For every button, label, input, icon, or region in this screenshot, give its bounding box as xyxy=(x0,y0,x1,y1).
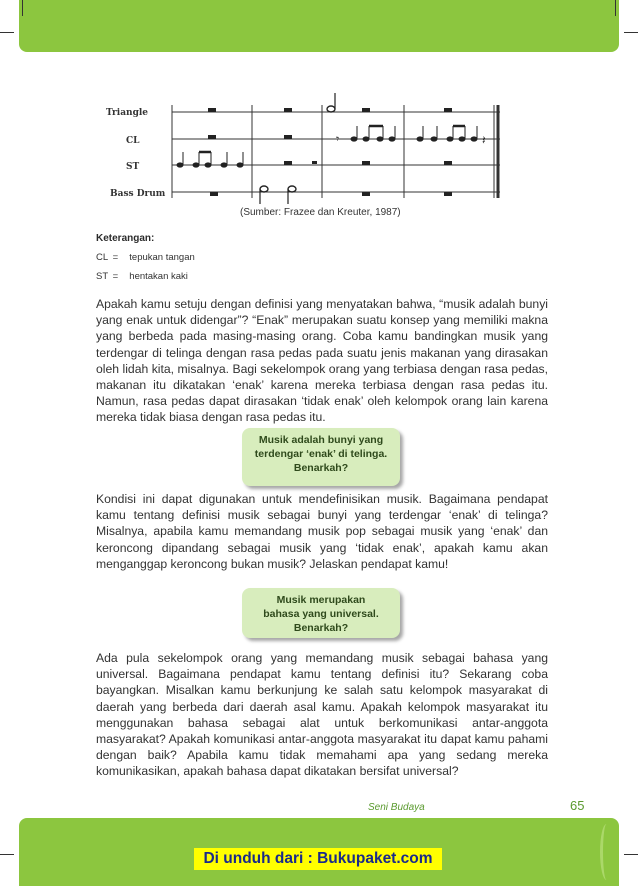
crop-mark xyxy=(624,32,638,33)
callout-line: Musik adalah bunyi yang xyxy=(258,434,384,446)
legend-text: hentakan kaki xyxy=(129,271,188,282)
callout-line: terdengar ‘enak’ di telinga. xyxy=(254,448,388,460)
body-paragraph: Ada pula sekelompok orang yang memandang musik sebagai bahasa yang universal. Bagaimana pendapat kamu tentang definisi itu? Sekarang coba bayangkan. Misalkan kamu berkunjung ke salah satu kelompok masyarakat di daerah yang berbeda dari daerah asal kamu. Apakah kelompok masyarakat itu menggunakan bahasa sebagai alat untuk berkomunikasi antar-anggota masyarakat? Apakah komunikasi antar-anggota masyarakat itu dapat kamu pahami dengan baik? Apabila kamu tidak memahami apa yang sedang mereka komunikasikan, apakah bahasa dapat dikatakan bersifat universal? xyxy=(96,651,548,779)
callout-line: Benarkah? xyxy=(293,462,349,474)
instrument-label: ST xyxy=(126,162,140,172)
legend-title: Keterangan: xyxy=(96,233,155,244)
page-curl-decoration xyxy=(600,824,613,880)
callout-line: bahasa yang universal. xyxy=(263,608,379,620)
legend-sep: = xyxy=(112,252,119,263)
callout-box xyxy=(242,428,400,486)
instrument-label: Triangle xyxy=(106,108,149,118)
callout-box xyxy=(242,588,400,638)
footer-subject: Seni Budaya xyxy=(368,802,425,813)
legend-text: tepukan tangan xyxy=(129,252,195,263)
crop-mark xyxy=(615,0,616,16)
instrument-label: Bass Drum xyxy=(110,189,166,199)
download-source-banner[interactable]: Di unduh dari : Bukupaket.com xyxy=(194,848,442,870)
crop-mark xyxy=(624,854,638,855)
callout-line: Musik merupakan xyxy=(276,594,366,606)
legend-item xyxy=(96,252,195,263)
crop-mark xyxy=(22,0,23,16)
svg-text:𝄽: 𝄽 xyxy=(482,133,486,147)
body-paragraph: Kondisi ini dapat digunakan untuk mendefinisikan musik. Bagaimana pendapat kamu tentang definisi musik sebagai bunyi yang terdengar ‘enak’ di telinga? Misalnya, apabila kamu memandang musik pop sebagai musik yang ‘enak’ dan keroncong dipandang sebagai musik yang ‘tidak enak’, apakah kamu akan menganggap keroncong bukan musik? Jelaskan pendapat kamu! xyxy=(96,492,548,571)
header-band xyxy=(19,0,619,52)
page-number: 65 xyxy=(570,798,585,813)
rhythm-score-figure xyxy=(100,88,510,208)
legend-abbr: ST xyxy=(96,271,109,282)
crop-mark xyxy=(0,32,14,33)
legend-abbr: CL xyxy=(96,252,109,263)
callout-line: Benarkah? xyxy=(293,622,349,634)
legend-sep: = xyxy=(112,271,119,282)
crop-mark xyxy=(0,854,14,855)
instrument-label: CL xyxy=(126,136,140,146)
figure-caption: (Sumber: Frazee dan Kreuter, 1987) xyxy=(240,207,401,218)
legend-item xyxy=(96,271,188,282)
body-paragraph: Apakah kamu setuju dengan definisi yang menyatakan bahwa, “musik adalah bunyi yang enak untuk didengar”? “Enak” merupakan suatu konsep yang memiliki makna yang berbeda pada masing-masing orang. Coba kamu bandingkan musik yang terdengar di telinga dengan rasa pedas pada suatu jenis makanan yang dirasakan oleh lidah kita, misalnya. Bagi sekelompok orang yang terbiasa dengan rasa pedas, makanan itu dikatakan ‘enak’ karena mereka terbiasa dengan rasa pedas itu. Namun, rasa pedas dapat dirasakan ‘tidak enak’ oleh kelompok orang lain karena mereka tidak biasa dengan rasa pedas itu. xyxy=(96,297,548,425)
svg-text:𝄾: 𝄾 xyxy=(336,132,340,146)
